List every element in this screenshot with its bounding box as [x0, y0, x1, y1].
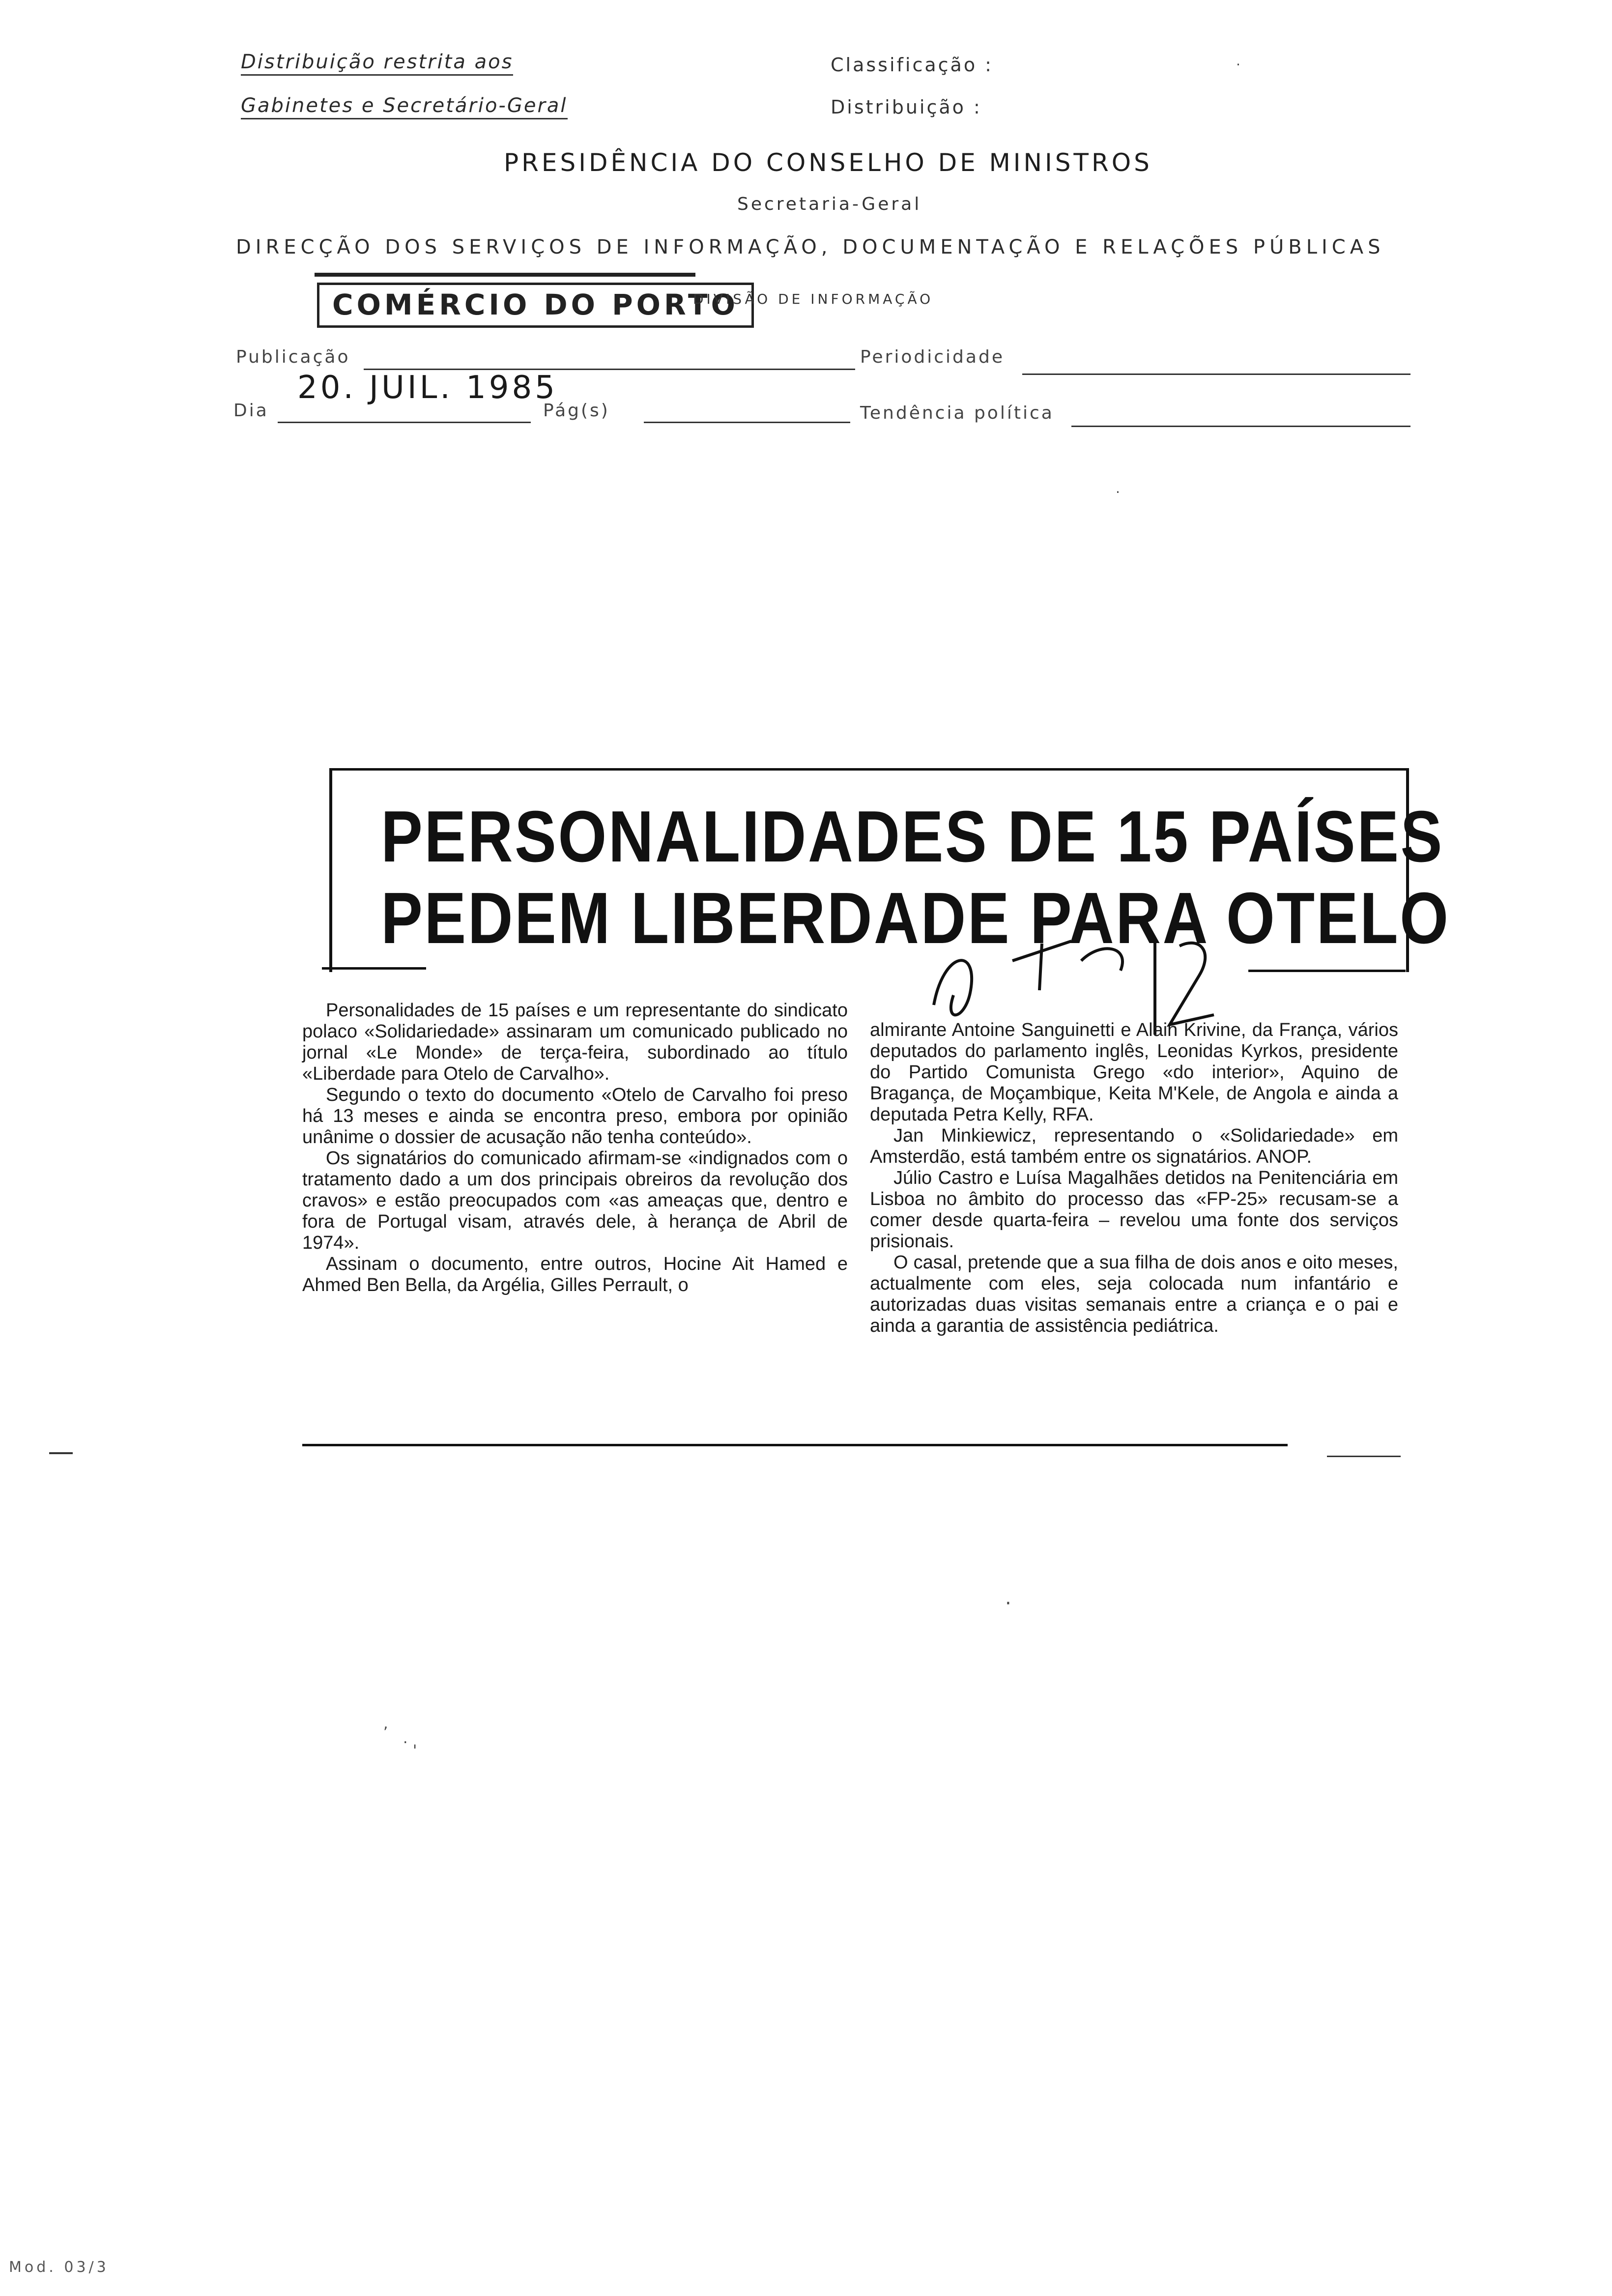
form-code: Mod. 03/3: [9, 2259, 109, 2276]
article-paragraph: Assinam o documento, entre outros, Hocine Ait Hamed e Ahmed Ben Bella, da Argélia, Gilles Perrault, o: [302, 1254, 848, 1295]
article-headline-line1: PERSONALIDADES DE 15 PAÍSES: [381, 796, 1444, 877]
tendencia-label: Tendência política: [860, 403, 1054, 423]
distribuicao-label: Distribuição :: [831, 96, 982, 118]
scan-mark: ·: [1005, 1592, 1011, 1615]
scan-dot: ·: [1236, 57, 1240, 73]
tendencia-line: [1071, 426, 1410, 427]
scan-mark: .: [403, 1730, 408, 1747]
scan-mark: [49, 1452, 73, 1454]
article-paragraph: Segundo o texto do documento «Otelo de Carvalho foi preso há 13 meses e ainda se encontra preso, embora por opinião unânime o dossier de acusação não tenha conteúdo».: [302, 1085, 848, 1148]
dia-label: Dia: [233, 401, 269, 421]
newspaper-stamp: COMÉRCIO DO PORTO: [317, 283, 754, 328]
classificacao-label: Classificação :: [831, 54, 993, 76]
publicacao-label: Publicação: [236, 347, 350, 367]
direccao-heading: DIRECÇÃO DOS SERVIÇOS DE INFORMAÇÃO, DOCUMENTAÇÃO E RELAÇÕES PÚBLICAS: [236, 236, 1385, 258]
article-paragraph: Jan Minkiewicz, representando o «Solidariedade» em Amsterdão, está também entre os signatários. ANOP.: [870, 1125, 1398, 1167]
article-column-left: [302, 1000, 848, 1296]
scan-mark: ': [413, 1742, 417, 1759]
stamp-top-rule: [315, 273, 695, 277]
article-paragraph: O casal, pretende que a sua filha de dois anos e oito meses, actualmente com eles, seja colocada num infantário e autorizadas duas visitas semanais entre a criança e o pai e ainda a garantia de assistência pediátrica.: [870, 1252, 1398, 1336]
secretaria-heading: Secretaria-Geral: [737, 194, 922, 214]
dia-line: [278, 422, 531, 423]
article-bottom-rule: [302, 1444, 1288, 1446]
article-bottom-rule-tail: [1327, 1456, 1401, 1457]
article-column-right: [870, 1020, 1398, 1337]
article-paragraph: almirante Antoine Sanguinetti e Alain Krivine, da França, vários deputados do parlamento inglês, Leonidas Kyrkos, presidente do Partido Comunista Grego «do interior», Aquino de Bragança, de Moçambique, Keita M'Kele, de Angola e ainda a deputada Petra Kelly, RFA.: [870, 1020, 1398, 1125]
divisao-label: DIVISÃO DE INFORMAÇÃO: [693, 291, 934, 307]
pags-label: Pág(s): [543, 401, 610, 421]
article-paragraph: Personalidades de 15 países e um representante do sindicato polaco «Solidariedade» assinaram um comunicado publicado no jornal «Le Monde» de terça-feira, subordinado ao título «Liberdade para Otelo de Carvalho».: [302, 1000, 848, 1084]
article-paragraph: Os signatários do comunicado afirmam-se «indignados com o tratamento dado a um dos principais obreiros da revolução dos cravos» e estão preocupados com «as ameaças que, dentro e fora de Portugal visam, através dele, à herança de Abril de 1974».: [302, 1148, 848, 1253]
presidencia-heading: PRESIDÊNCIA DO CONSELHO DE MINISTROS: [504, 148, 1152, 177]
scan-mark: ,: [383, 1715, 388, 1732]
headline-frame-bottom-right: [1248, 970, 1406, 972]
periodicidade-label: Periodicidade: [860, 347, 1005, 367]
headline-frame-bottom-left: [322, 967, 426, 970]
article-paragraph: Júlio Castro e Luísa Magalhães detidos na Penitenciária em Lisboa no âmbito do processo das «FP-25» recusam-se a comer desde quarta-feira – revelou uma fonte dos serviços prisionais.: [870, 1168, 1398, 1252]
distribution-note-line2: Gabinetes e Secretário-Geral: [241, 94, 568, 119]
distribution-note-line1: Distribuição restrita aos: [241, 51, 513, 76]
article-headline-line2: PEDEM LIBERDADE PARA OTELO: [381, 878, 1450, 959]
dia-value: 20. JUIL. 1985: [297, 370, 558, 406]
periodicidade-line: [1022, 373, 1410, 375]
scan-dot: ·: [1116, 484, 1120, 500]
pags-line: [644, 422, 850, 423]
